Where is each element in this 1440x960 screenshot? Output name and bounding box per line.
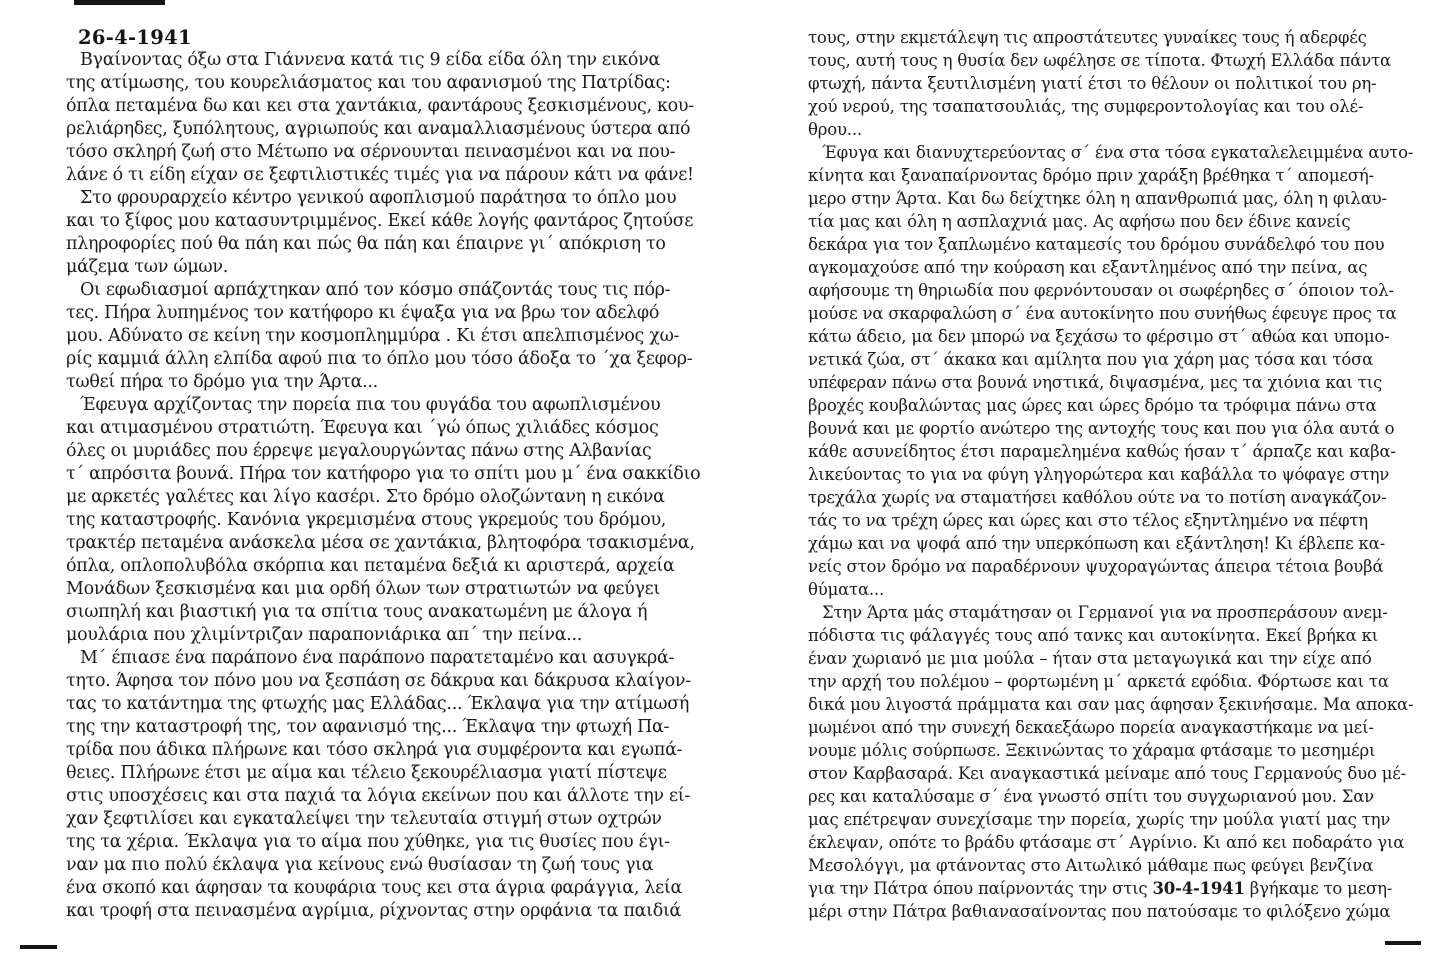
text-line: ρες και καταλύσαμε σ΄ ένα γνωστό σπίτι του συγχωριανού μου. Σαν	[808, 787, 1375, 806]
entry-date-heading: 26-4-1941	[78, 26, 192, 49]
text-line: λάνε ό τι είδη είχαν σε ξεφτιλιστικές τιμές για να πάρουν κάτι να φάνε!	[66, 165, 694, 185]
text-line: όπλα, οπλοπολυβόλα σκόρπια και πεταμένα δεξιά κι αριστερά, αρχεία	[66, 556, 675, 576]
text-line: τ΄ απρόσιτα βουνά. Πήρα τον κατήφορο για το σπίτι μου μ΄ ένα σακκίδιο	[66, 464, 701, 484]
text-line: ναν μα πιο πολύ έκλαψα για κείνους ενώ θυσίασαν τη ζωή τους για	[66, 855, 654, 875]
text-line: ρελιάρηδες, ξυπόλητους, αγριωπούς και αναμαλλιασμένους ύστερα από	[66, 119, 691, 139]
text-line: βροχές κουβαλώντας μας ώρες και ώρες δρόμο τα τρόφιμα πάνω στα	[808, 396, 1377, 415]
text-line: και ατιμασμένου στρατιώτη. Έφευγα και ΄γώ όπως χιλιάδες κόσμος	[66, 418, 659, 438]
text-line: μου. Αδύνατο σε κείνη την κοσμοπλημμύρα . Κι έτσι απελπισμένος χω-	[66, 326, 680, 346]
text-line: πόδιστα τις φάλαγγές τους από τανκς και αυτοκίνητα. Εκεί βρήκα κι	[808, 626, 1379, 645]
bottom-left-page-mark	[20, 945, 57, 949]
text-line: κίνητα και ξαναπαίρνοντας δρόμο πριν χαράξη βρέθηκα τ΄ απομεσή-	[808, 166, 1374, 185]
text-line: μας επέτρεψαν συνεχίσαμε την πορεία, χωρίς την μούλα γιατί μας την	[808, 810, 1391, 829]
text-line: όλες οι μυριάδες που έρρεψε μεγαλουργώντας πάνω στης Αλβανίας	[66, 441, 652, 461]
text-line: φτωχή, πάντα ξευτιλισμένη γιατί έτσι το θέλουν οι πολιτικοί του ρη-	[808, 74, 1377, 93]
text-line: θειες. Πλήρωνε έτσι με αίμα και τέλειο ξεκουρέλιασμα γιατί πίστεψε	[66, 763, 667, 783]
text-line: χού νερού, της τσαπατσουλιάς, της συμφεροντολογίας και του ολέ-	[808, 97, 1364, 116]
text-line: τόσο σκληρή ζωή στο Μέτωπο να σέρνουνται πεινασμένοι και να που-	[66, 142, 676, 162]
text-line: μωμένοι από την συνεχή δεκαεξάωρο πορεία αναγκαστήκαμε να μεί-	[808, 718, 1374, 737]
top-left-cropped-text-mark	[74, 0, 165, 5]
text-line: αφήσουμε τη θηριωδία που φερνόντουσαν οι σωφέρηδες σ΄ όποιον τολ-	[808, 281, 1394, 300]
text-line: τες. Πήρα λυπημένος τον κατήφορο κι έψαξα για να βρω τον αδελφό	[66, 303, 660, 323]
text-line: θρου...	[808, 120, 862, 139]
text-line: και τροφή στα πεινασμένα αγρίμια, ρίχνοντας στην ορφάνια τα παιδιά	[66, 901, 682, 921]
text-line: σιωπηλή και βιαστική για τα σπίτια τους ανακατωμένη με άλογα ή	[66, 602, 648, 622]
text-line: Μεσολόγγι, μα φτάνοντας στο Αιτωλικό μάθαμε πως φεύγει βενζίνα	[808, 856, 1374, 875]
text-line: δικά μου λιγοστά πράμματα και σαν μας άφησαν ξεκινήσαμε. Μα αποκα-	[808, 695, 1414, 714]
text-line: πληροφορίες πού θα πάη και πώς θα πάη και έπαιρνε γι΄ απόκριση το	[66, 234, 666, 254]
text-line: μούσε να σκαρφαλώση σ΄ ένα αυτοκίνητο που συνήθως έφευγε προς τα	[808, 304, 1397, 323]
text-line: με αρκετές γαλέτες και λίγο κασέρι. Στο δρόμο ολοζώντανη η εικόνα	[66, 487, 665, 507]
text-line: Μονάδων ξεσκισμένα και μια ορδή όλων των στρατιωτών να φεύγει	[66, 579, 660, 599]
text-line: κάθε ασυνείδητος έτσι παραμελημένα καθώς ήσαν τ΄ άρπαζε και καβα-	[808, 442, 1396, 461]
text-line: Στο φρουραρχείο κέντρο γενικού αφοπλισμού παράτησα το όπλο μου	[80, 188, 677, 208]
text-line: χαν ξεφτιλίσει και εγκαταλείψει την τελευταία στιγμή στων οχτρών	[66, 809, 662, 829]
text-line: Έφυγα και διανυχτερεύοντας σ΄ ένα στα τόσα εγκαταλελειμμένα αυτο-	[822, 143, 1414, 162]
text-line: Στην Άρτα μάς σταμάτησαν οι Γερμανοί για να προσπεράσουν ανεμ-	[822, 603, 1388, 622]
text-line: και το ξίφος μου κατασυντριμμένος. Εκεί κάθε λογής φαντάρος ζητούσε	[66, 211, 694, 231]
text-line: την αρχή του πολέμου – φορτωμένη μ΄ αρκετά εφόδια. Φόρτωσε και τα	[808, 672, 1389, 691]
text-line: τους, αυτή τους η θυσία δεν ωφέλησε σε τίποτα. Φτωχή Ελλάδα πάντα	[808, 51, 1391, 70]
text-line: τωθεί πήρα το δρόμο για την Άρτα...	[66, 372, 378, 392]
text-line: λικεύοντας το για να φύγη γληγορώτερα και καβάλλα το ψόφαγε στην	[808, 465, 1390, 484]
text-line: νείς στον δρόμο να παραδέρνουν ψυχοραγώντας άπειρα τέτοια βουβά	[808, 557, 1384, 576]
bottom-right-page-mark	[1385, 941, 1421, 945]
text-line: υπέφεραν πάνω στα βουνά νηστικά, διψασμένα, μες τα χιόνια και τις	[808, 373, 1383, 392]
text-line: τάς το να τρέχη ώρες και ώρες και στο τέλος εξηντλημένο να πέφτη	[808, 511, 1368, 530]
text-line: στις υποσχέσεις και στα παχιά τα λόγια εκείνων που και άλλοτε την εί-	[66, 786, 690, 806]
text-line: βουνά και με φορτίο ανώτερο της αντοχής τους και που για όλα αυτά ο	[808, 419, 1395, 438]
inline-bold-date: 30-4-1941	[1152, 879, 1245, 898]
text-line: νετικά ζώα, στ΄ άκακα και αμίλητα που για χάρη μας τόσα και τόσα	[808, 350, 1374, 369]
text-line: τρίδα που άδικα πλήρωνε και τόσο σκληρά για συμφέροντα και εγωπά-	[66, 740, 683, 760]
text-line: μάζεμα των ώμων.	[66, 257, 228, 277]
text-line: νουμε μόλις σούρπωσε. Ξεκινώντας το χάραμα φτάσαμε το μεσημέρι	[808, 741, 1376, 760]
text-line: έναν χωριανό με μια μούλα – ήταν στα μεταγωγικά και την είχε από	[808, 649, 1372, 668]
text-line: αγκομαχούσε από την κούραση και εξαντλημένος από την πείνα, ας	[808, 258, 1368, 277]
text-line: της καταστροφής. Κανόνια γκρεμισμένα στους γκρεμούς του δρόμου,	[66, 510, 667, 530]
left-page-column	[66, 26, 711, 923]
text-line: μουλάρια που χλιμίντριζαν παραπονιάρικα απ΄ την πείνα...	[66, 625, 583, 645]
text-line: μέρι στην Πάτρα βαθιανασαίνοντας που πατούσαμε το φιλόξενο χώμα	[808, 902, 1391, 921]
text-line: χάμω και να ψοφά από την υπερκόπωση και εξάντληση! Κι έβλεπε κα-	[808, 534, 1385, 553]
text-line: κάτω άδειο, μα δεν μπορώ να ξεχάσω το φέρσιμο στ΄ αθώα και υπομο-	[808, 327, 1390, 346]
text-line: δεκάρα για τον ξαπλωμένο καταμεσίς του δρόμου συνάδελφό του που	[808, 235, 1385, 254]
text-line: όπλα πεταμένα δω και κει στα χαντάκια, φαντάρους ξεσκισμένους, κου-	[66, 96, 694, 116]
text-line: θύματα...	[808, 580, 885, 599]
text-line: τρακτέρ πεταμένα ανάσκελα μέσα σε χαντάκια, βλητοφόρα τσακισμένα,	[66, 533, 695, 553]
text-line: της τα χέρια. Έκλαψα για το αίμα που χύθηκε, για τις θυσίες που έγι-	[66, 832, 670, 852]
text-line: Οι εφωδιασμοί αρπάχτηκαν από τον κόσμο σπάζοντάς τους τις πόρ-	[80, 280, 671, 300]
text-line: έκλεψαν, οπότε το βράδυ φτάσαμε στ΄ Αγρίνιο. Κι από κει ποδαράτο για	[808, 833, 1405, 852]
text-line: για την Πάτρα όπου παίρνοντάς την στις 30-4-1941 βγήκαμε το μεση-	[808, 879, 1393, 898]
text-line: Έφευγα αρχίζοντας την πορεία πια του φυγάδα του αφωπλισμένου	[80, 395, 661, 415]
text-line: τρεχάλα χωρίς να σταματήσει καθόλου ούτε να το ποτίση αναγκάζον-	[808, 488, 1387, 507]
text-line: τους, στην εκμετάλεψη τις απροστάτευτες γυναίκες τους ή αδερφές	[808, 28, 1367, 47]
right-page-column	[808, 26, 1414, 923]
text-line: τία μας και όλη η ασπλαχνιά μας. Ας αφήσω που δεν έδινε κανείς	[808, 212, 1351, 231]
text-line: ρίς καμμιά άλλη ελπίδα αφού πια το όπλο μου τόσο άδοξα το ΄χα ξεφορ-	[66, 349, 693, 369]
text-line: της την καταστροφή της, τον αφανισμό της... Έκλαψα την φτωχή Πα-	[66, 717, 670, 737]
text-line: μερο στην Άρτα. Και δω δείχτηκε όλη η απανθρωπιά μας, όλη η φιλαυ-	[808, 189, 1387, 208]
text-line: στον Καρβασαρά. Κει αναγκαστικά μείναμε από τους Γερμανούς δυο μέ-	[808, 764, 1406, 783]
text-line: τητο. Άφησα τον πόνο μου να ξεσπάση σε δάκρυα και δάκρυσα κλαίγον-	[66, 671, 691, 691]
text-line: τας το κατάντημα της φτωχής μας Ελλάδας... Έκλαψα για την ατίμωσή	[66, 694, 690, 714]
text-line: ένα σκοπό και άφησαν τα κουφάρια τους κει στα άγρια φαράγγια, λεία	[66, 878, 682, 898]
text-line: Βγαίνοντας όξω στα Γιάννενα κατά τις 9 είδα είδα όλη την εικόνα	[80, 50, 660, 70]
text-line: Μ΄ έπιασε ένα παράπονο ένα παράπονο παρατεταμένο και ασυγκρά-	[80, 648, 675, 668]
text-line: της ατίμωσης, του κουρελιάσματος και του αφανισμού της Πατρίδας:	[66, 73, 671, 93]
